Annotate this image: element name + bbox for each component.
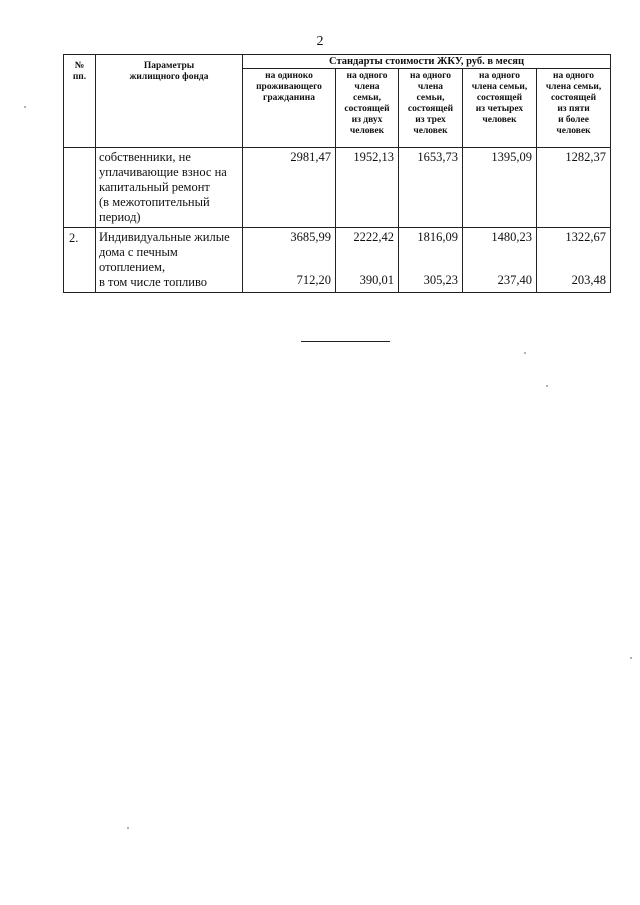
value-cell (399, 228, 463, 293)
total-value: 1816,09 (417, 230, 458, 244)
subheader-family-4: на одного члена семьи, состоящей из четырех человек (463, 69, 537, 148)
scan-speck (630, 657, 632, 659)
fuel-value: 305,23 (423, 273, 458, 287)
table-header (64, 55, 611, 148)
value-cell (336, 228, 399, 293)
fuel-value: 203,48 (571, 273, 607, 287)
total-value: 1480,23 (491, 230, 532, 244)
fuel-value: 712,20 (296, 273, 331, 287)
total-value: 2222,42 (353, 230, 394, 244)
value-cell: 1395,09 (463, 148, 537, 228)
cost-standards-group-header: Стандарты стоимости ЖКУ, руб. в месяц (243, 55, 611, 69)
housing-cost-standards-table (63, 54, 611, 293)
value-cell: 1653,73 (399, 148, 463, 228)
value-cell (463, 228, 537, 293)
table-row (64, 228, 611, 293)
subheader-family-5plus: на одного члена семьи, состоящей из пяти и более человек (537, 69, 611, 148)
total-value: 3685,99 (290, 230, 331, 244)
fuel-value: 237,40 (497, 273, 532, 287)
row-label: Индивидуальные жилые дома с печным отоплением, в том числе топливо (96, 228, 243, 293)
scan-speck (524, 352, 526, 354)
subheader-family-2: на одного члена семьи, состоящей из двух человек (336, 69, 399, 148)
fuel-value: 390,01 (359, 273, 394, 287)
subheader-family-3: на одного члена семьи, состоящей из трех человек (399, 69, 463, 148)
value-cell: 1952,13 (336, 148, 399, 228)
table-row (64, 148, 611, 228)
row-number (64, 148, 96, 228)
scan-speck (127, 827, 129, 829)
value-cell (243, 228, 336, 293)
row-number: 2. (64, 228, 96, 293)
subheader-single: на одиноко проживающего гражданина (243, 69, 336, 148)
total-value: 1322,67 (565, 230, 607, 244)
col-parameters-header: Параметры жилищного фонда (96, 55, 243, 148)
end-divider-line (301, 341, 390, 342)
page-number: 2 (316, 34, 324, 49)
scan-speck (24, 106, 26, 108)
scan-speck (546, 385, 548, 387)
value-cell (537, 228, 611, 293)
value-cell: 2981,47 (243, 148, 336, 228)
row-label: собственники, не уплачивающие взнос на капитальный ремонт (в межотопительный период) (96, 148, 243, 228)
value-cell: 1282,37 (537, 148, 611, 228)
col-number-header: № пп. (64, 55, 96, 148)
